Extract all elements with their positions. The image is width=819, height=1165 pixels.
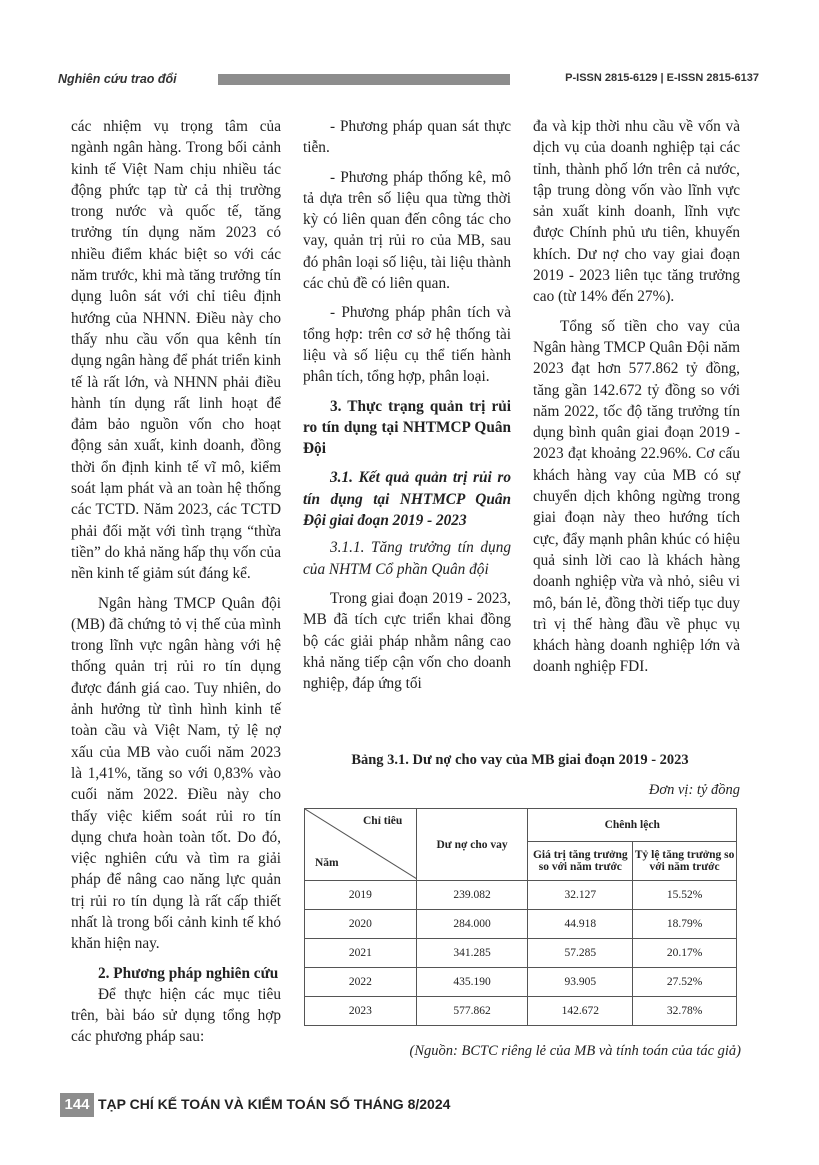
- column-3: [533, 116, 740, 678]
- cell-year: 2021: [305, 939, 417, 968]
- table-row: [305, 997, 737, 1026]
- paragraph: - Phương pháp phân tích và tổng hợp: trên cơ sở hệ thống tài liệu và số liệu cụ thể tiến hành phân tích, tổng hợp, phân loại.: [303, 304, 511, 386]
- cell-growth-rate: 15.52%: [633, 881, 737, 910]
- subsection-heading: 3.1. Kết quả quản trị rủi ro tín dụng tại NHTMCP Quân Đội giai đoạn 2019 - 2023: [303, 469, 511, 530]
- cell-year: 2023: [305, 997, 417, 1026]
- growth-rate-header: Tỷ lệ tăng trưởng so với năm trước: [633, 842, 737, 881]
- cell-growth-value: 142.672: [528, 997, 633, 1026]
- cell-year: 2022: [305, 968, 417, 997]
- section-heading: 2. Phương pháp nghiên cứu: [98, 964, 279, 982]
- section-heading: 3. Thực trạng quản trị rủi ro tín dụng tại NHTMCP Quân Đội: [303, 397, 511, 458]
- journal-name: TẠP CHÍ KẾ TOÁN VÀ KIỂM TOÁN SỐ THÁNG 8/2024: [98, 1096, 451, 1112]
- indicator-header: Chỉ tiêu: [363, 815, 403, 827]
- paragraph: - Phương pháp quan sát thực tiễn.: [303, 118, 511, 157]
- table-title: Bảng 3.1. Dư nợ cho vay của MB giai đoạn 2019 - 2023: [351, 752, 689, 768]
- year-header: Năm: [315, 857, 339, 869]
- paragraph: đa và kịp thời nhu cầu về vốn và dịch vụ của doanh nghiệp tại các tỉnh, thành phố lớn trên cả nước, tập trung dòng vốn vào lĩnh vực sản xuất kinh doanh, lĩnh vực được Chính phủ ưu tiên, khuyến khích. Dư nợ cho vay giai đoạn 2019 - 2023 liên tục tăng trưởng cao (từ 14% đến 27%).: [533, 118, 740, 306]
- cell-growth-rate: 27.52%: [633, 968, 737, 997]
- page-number: 144: [60, 1093, 94, 1117]
- paragraph: Để thực hiện các mục tiêu trên, bài báo sử dụng tổng hợp các phương pháp sau:: [71, 985, 281, 1046]
- table-row: [305, 968, 737, 997]
- table-unit: Đơn vị: tỷ đồng: [648, 782, 740, 798]
- header-diagonal-cell: [305, 809, 417, 881]
- loan-table: [304, 808, 737, 1026]
- cell-growth-value: 44.918: [528, 910, 633, 939]
- table-row: [305, 881, 737, 910]
- cell-growth-rate: 20.17%: [633, 939, 737, 968]
- cell-growth-rate: 32.78%: [633, 997, 737, 1026]
- cell-growth-value: 32.127: [528, 881, 633, 910]
- cell-outstanding: 577.862: [416, 997, 528, 1026]
- column-1: [71, 116, 281, 1048]
- difference-header: Chênh lệch: [528, 809, 737, 842]
- cell-outstanding: 284.000: [416, 910, 528, 939]
- paragraph: Trong giai đoạn 2019 - 2023, MB đã tích cực triển khai đồng bộ các giải pháp nhằm nâng cao khả năng tiếp cận vốn cho doanh nghiệp, đáp ứng tối: [303, 589, 511, 693]
- issn-label: P-ISSN 2815-6129 | E-ISSN 2815-6137: [565, 72, 759, 84]
- outstanding-header: Dư nợ cho vay: [416, 809, 528, 881]
- paragraph: Tổng số tiền cho vay của Ngân hàng TMCP Quân Đội năm 2023 đạt hơn 577.862 tỷ đồng, tăng gần 142.672 tỷ đồng so với năm 2022, tốc độ tăng trưởng tín dụng bình quân giai đoạn 2019 - 2023 đạt khoảng 22.96%. Cơ cấu khách hàng vay của MB có sự chuyển dịch không ngừng trong giai đoạn này theo hướng tích cực, đẩy mạnh phân khúc có hiệu quả sinh lời cao là khách hàng doanh nghiệp vừa và nhỏ, siêu vi mô, bán lẻ, đồng thời tiếp tục duy trì vị thế hàng đầu về phục vụ khách hàng doanh nghiệp lớn và doanh nghiệp FDI.: [533, 317, 740, 676]
- paragraph: - Phương pháp thống kê, mô tả dựa trên số liệu qua từng thời kỳ có liên quan đến công tác cho vay, quản trị rủi ro của MB, sau đó phân loại số liệu, tài liệu thành các chủ đề có liên quan.: [303, 168, 511, 293]
- header-bar: [218, 74, 510, 85]
- table-source: (Nguồn: BCTC riêng lẻ của MB và tính toán của tác giả): [409, 1043, 741, 1059]
- cell-growth-value: 93.905: [528, 968, 633, 997]
- table-row: [305, 939, 737, 968]
- growth-value-header: Giá trị tăng trưởng so với năm trước: [528, 842, 633, 881]
- section-title: Nghiên cứu trao đổi: [58, 72, 177, 86]
- cell-growth-rate: 18.79%: [633, 910, 737, 939]
- cell-year: 2020: [305, 910, 417, 939]
- cell-year: 2019: [305, 881, 417, 910]
- cell-outstanding: 239.082: [416, 881, 528, 910]
- paragraph: Ngân hàng TMCP Quân đội (MB) đã chứng tỏ vị thế của mình trong lĩnh vực ngân hàng với hệ thống quản trị rủi ro tín dụng được đánh giá cao. Tuy nhiên, do ảnh hưởng từ tình hình kinh tế toàn cầu và Việt Nam, tỷ lệ nợ xấu của MB vào cuối năm 2023 là 1,41%, tăng so với 0,83% vào cuối năm 2022. Điều này cho thấy việc kiểm soát rủi ro tín dụng chưa hoàn toàn tốt. Do đó, việc nghiên cứu và tìm ra giải pháp để nâng cao năng lực quản trị rủi ro tín dụng là rất cấp thiết nhất là trong bối cảnh kinh tế khó khăn hiện nay.: [71, 594, 281, 953]
- cell-outstanding: 341.285: [416, 939, 528, 968]
- cell-growth-value: 57.285: [528, 939, 633, 968]
- subsubsection-heading: 3.1.1. Tăng trưởng tín dụng của NHTM Cổ phần Quân đội: [303, 539, 511, 578]
- paragraph: các nhiệm vụ trọng tâm của ngành ngân hàng. Trong bối cảnh kinh tế Việt Nam chịu nhiều tác động phức tạp từ cả thị trường trong nước và quốc tế, tăng trưởng tín dụng năm 2023 có nhiều điểm khác biệt so với các năm trước, khi mà tăng trưởng tín dụng luôn sát với chỉ tiêu định hướng của NHNN. Điều này cho thấy nhu cầu vốn qua kênh tín dụng ngân hàng để phát triển kinh tế là rất lớn, và NHNN phải điều hành tín dụng rất linh hoạt để đảm bảo nguồn vốn cho hoạt động sản xuất, kinh doanh, đồng thời ổn định kinh tế vĩ mô, kiểm soát lạm phát và an toàn hệ thống các TCTD. Năm 2023, các TCTD phải đối mặt với tình trạng “thừa tiền” do khả năng hấp thụ vốn của nền kinh tế giảm sút đáng kể.: [71, 118, 281, 583]
- cell-outstanding: 435.190: [416, 968, 528, 997]
- table-row: [305, 910, 737, 939]
- column-2: [303, 116, 511, 694]
